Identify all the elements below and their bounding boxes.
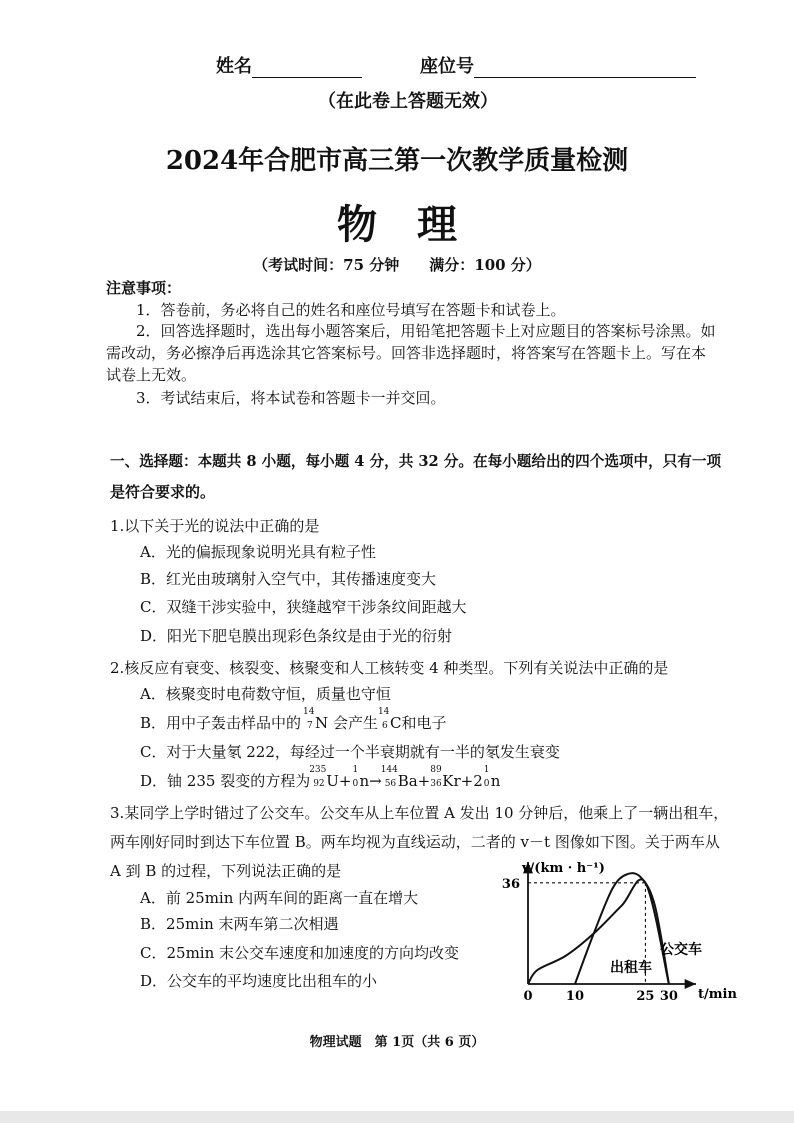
- page-footer: 物理试题 第 1页（共 6 页）: [309, 1035, 485, 1050]
- notice-item-2-end: 试卷上无效。: [106, 366, 197, 384]
- nuclide-n: 1 0 n: [483, 765, 501, 790]
- seat-field: [420, 52, 696, 78]
- arrow: →: [369, 772, 382, 790]
- q1-option-d: D．阳光下肥皂膜出现彩色条纹是由于光的衍射: [140, 627, 453, 645]
- notice-item-3: 3．考试结束后，将本试卷和答题卡一并交回。: [136, 389, 446, 407]
- q2-stem: 2.核反应有衰变、核裂变、核聚变和人工核转变 4 种类型。下列有关说法中正确的是: [110, 659, 669, 677]
- nuclide-ba144: 144 56 Ba: [380, 765, 418, 790]
- plus-sign: +: [417, 772, 431, 790]
- q1-option-c: C．双缝干涉实验中，狭缝越窄干涉条纹间距越大: [140, 598, 467, 616]
- seat-label: 座位号: [420, 56, 474, 77]
- q3-option-c: C．25min 末公交车速度和加速度的方向均改变: [140, 944, 460, 962]
- notice-title: 注意事项：: [106, 279, 182, 297]
- seat-blank: [474, 57, 696, 78]
- q3-option-a: A．前 25min 内两车间的距离一直在增大: [140, 889, 419, 907]
- notice-item-1: 1．答卷前，务必将自己的姓名和座位号填写在答题卡和试卷上。: [136, 301, 566, 319]
- q2-option-d: [140, 765, 501, 792]
- q3-stem-1: 3.某同学上学时错过了公交车。公交车从上车位置 A 发出 10 分钟后，他乘上了一辆出租车，: [110, 804, 729, 822]
- q1-stem: 1.以下关于光的说法中正确的是: [110, 517, 320, 535]
- name-blank: [252, 57, 362, 78]
- y-tick-36: 36: [501, 876, 520, 892]
- time-info: （考试时间：75 分钟 满分：100 分）: [253, 256, 541, 274]
- section-header-line1: 一、选择题：本题共 8 小题，每小题 4 分，共 32 分。在每小题给出的四个选项中，只有一项: [110, 453, 722, 470]
- nuclide-n: 1 0 n: [352, 765, 370, 790]
- q3-stem-2: 两车刚好同时到达下车位置 B。两车均视为直线运动，二者的 v－t 图像如下图。关于两车从: [110, 833, 720, 851]
- nuclide-kr89: 89 36 Kr: [430, 765, 461, 790]
- coefficient: 2: [473, 772, 483, 790]
- section-header-line2: 是符合要求的。: [110, 483, 216, 501]
- notice-item-2: 2．回答选择题时，选出每小题答案后，用铅笔把答题卡上对应题目的答案标号涂黑。如: [136, 322, 716, 340]
- y-axis-label: v/(km · h⁻¹): [522, 861, 605, 876]
- x-tick-0: 0: [523, 989, 533, 1004]
- scan-edge: [0, 1111, 794, 1123]
- plus-sign: +: [460, 772, 474, 790]
- q3-stem-3: A 到 B 的过程，下列说法正确的是: [110, 862, 342, 880]
- nuclide-u235: 235 92 U: [309, 765, 339, 790]
- subject-title: 物 理: [337, 202, 457, 248]
- x-tick-25: 25: [636, 989, 655, 1004]
- q2-d-pre: D．铀 235 裂变的方程为: [140, 772, 311, 790]
- vt-graph: [488, 852, 748, 1012]
- q3-option-b: B．25min 末两车第二次相遇: [140, 915, 339, 933]
- q2-b-mid: 会产生: [332, 714, 378, 732]
- nuclide-n14: 14 7 N: [303, 707, 329, 732]
- name-field: [216, 52, 362, 78]
- x-tick-10: 10: [565, 989, 585, 1004]
- q1-option-a: A．光的偏振现象说明光具有粒子性: [140, 543, 376, 561]
- name-label: 姓名: [216, 56, 252, 77]
- q2-option-a: A．核聚变时电荷数守恒，质量也守恒: [140, 685, 391, 703]
- q3-option-d: D．公交车的平均速度比出租车的小: [140, 972, 378, 990]
- q2-option-b: [140, 707, 447, 734]
- q2-b-post: 和电子: [401, 714, 447, 732]
- q2-option-c: C．对于大量氡 222，每经过一个半衰期就有一半的氡发生衰变: [140, 743, 560, 761]
- q1-option-b: B．红光由玻璃射入空气中，其传播速度变大: [140, 570, 437, 588]
- invalid-note: （在此卷上答题无效）: [318, 91, 498, 112]
- notice-item-2-cont: 需改动，务必擦净后再选涂其它答案标号。回答非选择题时，将答案写在答题卡上。写在本: [106, 344, 707, 362]
- bus-label: 公交车: [660, 942, 702, 958]
- q2-b-pre: B．用中子轰击样品中的: [140, 714, 302, 732]
- nuclide-c14: 14 6 C: [377, 707, 402, 732]
- taxi-label: 出租车: [610, 960, 652, 976]
- plus-sign: +: [338, 772, 352, 790]
- x-axis-label: t/min: [698, 987, 737, 1002]
- x-tick-30: 30: [659, 989, 678, 1004]
- exam-title: 2024年合肥市高三第一次教学质量检测: [165, 146, 629, 176]
